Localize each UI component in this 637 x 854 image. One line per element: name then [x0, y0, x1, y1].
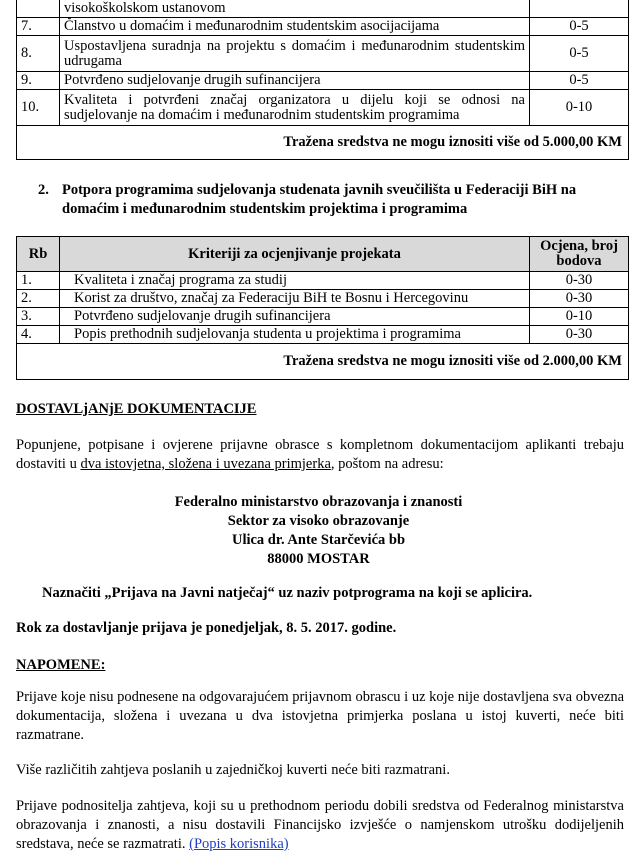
funding-limit-text: Tražena sredstva ne mogu iznositi više od 2.000,00 KM	[17, 344, 629, 380]
note-paragraph-3	[16, 797, 624, 854]
score-cell: 0-10	[530, 90, 629, 126]
header-score: Ocjena, broj bodova	[530, 237, 629, 272]
funding-limit-text: Tražena sredstva ne mogu iznositi više od 5.000,00 KM	[17, 126, 629, 160]
score-cell: 0-10	[530, 308, 629, 326]
rb-cell: 1.	[17, 272, 60, 290]
criterion-cell: Potvrđeno sudjelovanje drugih sufinancijera	[60, 308, 530, 326]
criteria-table-2	[16, 236, 629, 380]
rb-cell: 7.	[17, 18, 60, 36]
notes-heading: NAPOMENE:	[16, 657, 106, 673]
table-row	[17, 0, 629, 18]
table-header-row	[17, 237, 629, 272]
note-3-text: Prijave podnositelja zahtjeva, koji su u prethodnom periodu dobili sredstva od Federalnog ministarstva obrazovanja i znanosti, a nisu dostavili Financijsko izvješće o namjenskom utrošku dodijeljenih sredstava, neće se razmatrati.	[16, 798, 624, 852]
note-paragraph-2: Više različitih zahtjeva poslanih u zajedničkoj kuverti neće biti razmatrani.	[16, 762, 450, 778]
criterion-cell: Kvaliteta i potvrđeni značaj organizatora u dijelu koji se odnosi na sudjelovanje na domaćim i međunarodnim studentskim programima	[60, 90, 530, 126]
delivery-text-underlined: dva istovjetna, složena i uvezana primjerka	[80, 456, 331, 472]
deadline-text: Rok za dostavljanje prijava je ponedjeljak, 8. 5. 2017. godine.	[16, 620, 397, 636]
rb-cell: 9.	[17, 72, 60, 90]
criterion-cell: Kvaliteta i značaj programa za studij	[60, 272, 530, 290]
note-paragraph-1: Prijave koje nisu podnesene na odgovarajućem prijavnom obrascu i uz koje nije dostavljena sva obvezna dokumentacija, složena i uvezana u dva istovjetna primjerka poslana u istoj kuverti, neće biti razmatrane.	[16, 689, 625, 743]
table-row	[17, 90, 629, 126]
score-cell: 0-30	[530, 272, 629, 290]
address-line: Sektor za visoko obrazovanje	[227, 513, 410, 529]
table-footer-row	[17, 126, 629, 160]
score-cell: 0-5	[530, 72, 629, 90]
address-line: Ulica dr. Ante Starčevića bb	[231, 532, 406, 548]
criterion-cell: Uspostavljena suradnja na projektu s domaćim i međunarodnim studentskim udrugama	[60, 36, 530, 72]
criteria-table-1	[16, 0, 629, 160]
rb-cell: 2.	[17, 290, 60, 308]
rb-cell: 8.	[17, 36, 60, 72]
section-2-title: Potpora programima sudjelovanja studenata javnih sveučilišta u Federaciji BiH na domaćim i međunarodnim studentskim projektima i programima	[62, 182, 577, 217]
score-cell: 0-30	[530, 290, 629, 308]
score-cell: 0-30	[530, 326, 629, 344]
criterion-cell: Potvrđeno sudjelovanje drugih sufinancijera	[60, 72, 530, 90]
delivery-paragraph	[16, 436, 624, 474]
rb-cell: 4.	[17, 326, 60, 344]
address-line: 88000 MOSTAR	[267, 551, 370, 567]
table-row	[17, 36, 629, 72]
criterion-cell: Korist za društvo, značaj za Federaciju BiH te Bosnu i Hercegovinu	[60, 290, 530, 308]
address-line: Federalno ministarstvo obrazovanja i znanosti	[174, 494, 463, 510]
envelope-note: Naznačiti „Prijava na Javni natječaj“ uz naziv potprograma na koji se aplicira.	[42, 585, 533, 601]
rb-cell: 3.	[17, 308, 60, 326]
delivery-heading: DOSTAVLjANjE DOKUMENTACIJE	[16, 401, 257, 417]
table-row	[17, 290, 629, 308]
table-footer-row	[17, 344, 629, 380]
table-row	[17, 18, 629, 36]
section-2-number: 2.	[38, 182, 49, 198]
score-cell: 0-5	[530, 18, 629, 36]
criterion-cell: Članstvo u domaćim i međunarodnim studentskim asocijacijama	[60, 18, 530, 36]
table-row	[17, 308, 629, 326]
table-row	[17, 326, 629, 344]
header-rb: Rb	[17, 237, 60, 272]
score-cell: 0-5	[530, 36, 629, 72]
beneficiaries-list-link[interactable]: (Popis korisnika)	[189, 836, 289, 852]
delivery-text-after: , poštom na adresu:	[330, 456, 444, 472]
criterion-cell: Popis prethodnih sudjelovanja studenta u projektima i programima	[60, 326, 530, 344]
table-row	[17, 72, 629, 90]
rb-cell: 10.	[17, 90, 60, 126]
criterion-cell: visokoškolskom ustanovom	[60, 0, 530, 18]
table-row	[17, 272, 629, 290]
header-criteria: Kriteriji za ocjenjivanje projekata	[60, 237, 530, 272]
delivery-text-before: Popunjene, potpisane i ovjerene prijavne obrasce s kompletnom dokumentacijom aplikanti trebaju dostaviti u	[16, 437, 624, 472]
